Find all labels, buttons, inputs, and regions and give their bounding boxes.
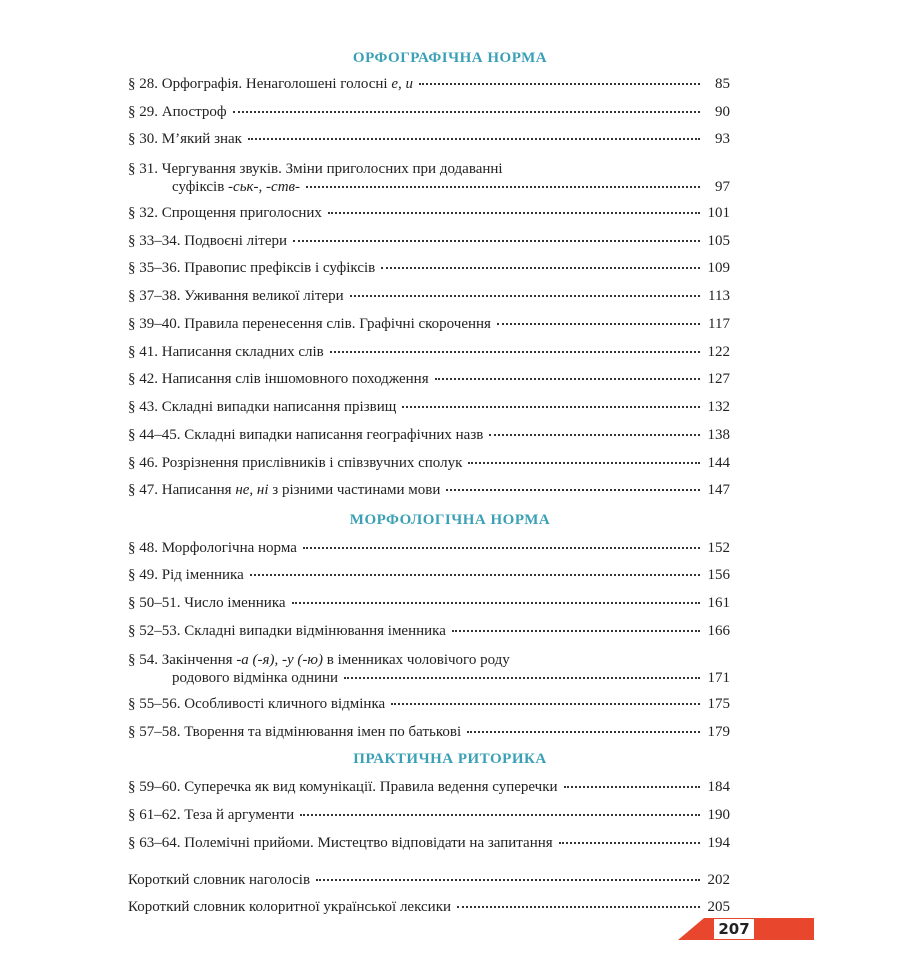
toc-entry[interactable] (128, 161, 730, 197)
toc-entry-text: § 63–64. Полемічні прийоми. Мистецтво відповідати на запитання (128, 835, 553, 851)
toc-page-number: 194 (707, 835, 730, 851)
toc-entry[interactable] (128, 899, 730, 917)
toc-entry-text: § 41. Написання складних слів (128, 344, 324, 360)
toc-page-number: 190 (707, 807, 730, 823)
leader-dots (457, 906, 700, 908)
toc-entry-text: § 52–53. Складні випадки відмінювання іменника (128, 623, 446, 639)
toc-entry[interactable] (128, 595, 730, 613)
toc-page-number: 122 (707, 344, 730, 360)
toc-entry-text: § 49. Рід іменника (128, 567, 244, 583)
toc-entry[interactable] (128, 344, 730, 362)
toc-entry-text: § 30. М’який знак (128, 131, 242, 147)
leader-dots (489, 434, 700, 436)
leader-dots (402, 406, 700, 408)
leader-dots (564, 786, 700, 788)
toc-entry-text: Короткий словник наголосів (128, 872, 311, 888)
toc-page-number: 161 (707, 595, 730, 611)
toc-page-number: 205 (707, 899, 730, 915)
toc-entry[interactable] (128, 807, 730, 825)
leader-dots (446, 489, 700, 491)
toc-page-number: 85 (715, 76, 730, 92)
leader-dots (250, 574, 700, 576)
leader-dots (303, 547, 700, 549)
toc-entry[interactable] (128, 131, 730, 149)
toc-entry[interactable] (128, 316, 730, 334)
section-title-rhetoric: ПРАКТИЧНА РИТОРИКА (353, 751, 547, 767)
toc-entry[interactable] (128, 371, 730, 389)
toc-entry[interactable] (128, 104, 730, 122)
leader-dots (316, 879, 700, 881)
leader-dots (419, 83, 700, 85)
leader-dots (292, 602, 700, 604)
toc-entry-text: § 33–34. Подвоєні літери (128, 233, 288, 249)
leader-dots (328, 212, 700, 214)
toc-page-number: 179 (707, 724, 730, 740)
toc-entry[interactable] (128, 288, 730, 306)
toc-entry[interactable] (128, 482, 730, 500)
leader-dots (344, 677, 700, 679)
toc-entry-text: § 55–56. Особливості кличного відмінка (128, 696, 386, 712)
leader-dots (293, 240, 700, 242)
toc-page-number: 156 (707, 567, 730, 583)
toc-entry[interactable] (128, 779, 730, 797)
toc-page-number: 166 (707, 623, 730, 639)
toc-entry-text: § 61–62. Теза й аргументи (128, 807, 295, 823)
leader-dots (330, 351, 700, 353)
toc-page-number: 152 (707, 540, 730, 556)
toc-entry-text: § 39–40. Правила перенесення слів. Графічні скорочення (128, 316, 491, 332)
toc-entry-text: Короткий словник колоритної української лексики (128, 899, 452, 915)
leader-dots (233, 111, 700, 113)
toc-entry-text: § 29. Апостроф (128, 104, 227, 120)
toc-entry-text-continued: суфіксів -ськ-, -ств- (172, 179, 301, 195)
leader-dots (452, 630, 700, 632)
toc-page-number: 113 (708, 288, 730, 304)
leader-dots (559, 842, 700, 844)
toc-entry-text: § 43. Складні випадки написання прізвищ (128, 399, 397, 415)
toc-entry-text: § 48. Морфологічна норма (128, 540, 297, 556)
toc-entry-text: § 32. Спрощення приголосних (128, 205, 322, 221)
toc-page-number: 175 (707, 696, 730, 712)
toc-page-number: 90 (715, 104, 730, 120)
toc-entry[interactable] (128, 567, 730, 585)
toc-page-number: 138 (707, 427, 730, 443)
toc-page-number: 109 (707, 260, 730, 276)
toc-entry-text: § 42. Написання слів іншомовного походження (128, 371, 429, 387)
toc-entry-text: § 54. Закінчення -а (-я), -у (-ю) в іменниках чоловічого роду (128, 652, 510, 668)
toc-entry-text: § 37–38. Уживання великої літери (128, 288, 344, 304)
toc-entry[interactable] (128, 835, 730, 853)
page-number: 207 (714, 919, 754, 939)
leader-dots (300, 814, 700, 816)
leader-dots (391, 703, 700, 705)
toc-entry[interactable] (128, 455, 730, 473)
toc-page-number: 97 (715, 179, 730, 195)
toc-page-number: 93 (715, 131, 730, 147)
toc-page-number: 132 (707, 399, 730, 415)
toc-entry[interactable] (128, 260, 730, 278)
toc-page-number: 147 (707, 482, 730, 498)
leader-dots (468, 462, 700, 464)
toc-entry[interactable] (128, 540, 730, 558)
toc-entry-text-continued: родового відмінка однини (172, 670, 339, 686)
toc-entry-text: § 35–36. Правопис префіксів і суфіксів (128, 260, 376, 276)
toc-entry[interactable] (128, 427, 730, 445)
section-title-morphological: МОРФОЛОГІЧНА НОРМА (349, 512, 551, 528)
toc-page-number: 184 (707, 779, 730, 795)
leader-dots (248, 138, 700, 140)
toc-page-number: 117 (708, 316, 730, 332)
toc-entry[interactable] (128, 76, 730, 94)
toc-entry-text: § 57–58. Творення та відмінювання імен по батькові (128, 724, 462, 740)
leader-dots (306, 186, 700, 188)
toc-entry[interactable] (128, 724, 730, 742)
toc-entry-text: § 31. Чергування звуків. Зміни приголосних при додаванні (128, 161, 503, 177)
toc-page-number: 101 (707, 205, 730, 221)
toc-page-number: 202 (707, 872, 730, 888)
toc-entry[interactable] (128, 233, 730, 251)
toc-entry-text: § 44–45. Складні випадки написання географічних назв (128, 427, 484, 443)
toc-entry-text: § 46. Розрізнення прислівників і співзвучних сполук (128, 455, 463, 471)
toc-entry[interactable] (128, 652, 730, 688)
toc-entry-text: § 59–60. Суперечка як вид комунікації. Правила ведення суперечки (128, 779, 558, 795)
toc-entry[interactable] (128, 623, 730, 641)
page-number-badge (678, 918, 814, 940)
toc-entry[interactable] (128, 399, 730, 417)
toc-page-number: 105 (707, 233, 730, 249)
leader-dots (497, 323, 700, 325)
toc-entry-text: § 50–51. Число іменника (128, 595, 286, 611)
leader-dots (435, 378, 700, 380)
toc-entry-text: § 47. Написання не, ні з різними частинами мови (128, 482, 441, 498)
section-title-orthographic: ОРФОГРАФІЧНА НОРМА (352, 50, 548, 66)
toc-entry-text: § 28. Орфографія. Ненаголошені голосні е, и (128, 76, 414, 92)
toc-page-number: 171 (707, 670, 730, 686)
toc-page-number: 127 (707, 371, 730, 387)
toc-entry[interactable] (128, 205, 730, 223)
leader-dots (467, 731, 700, 733)
toc-entry[interactable] (128, 696, 730, 714)
leader-dots (381, 267, 700, 269)
leader-dots (350, 295, 700, 297)
toc-entry[interactable] (128, 872, 730, 890)
toc-page-number: 144 (707, 455, 730, 471)
